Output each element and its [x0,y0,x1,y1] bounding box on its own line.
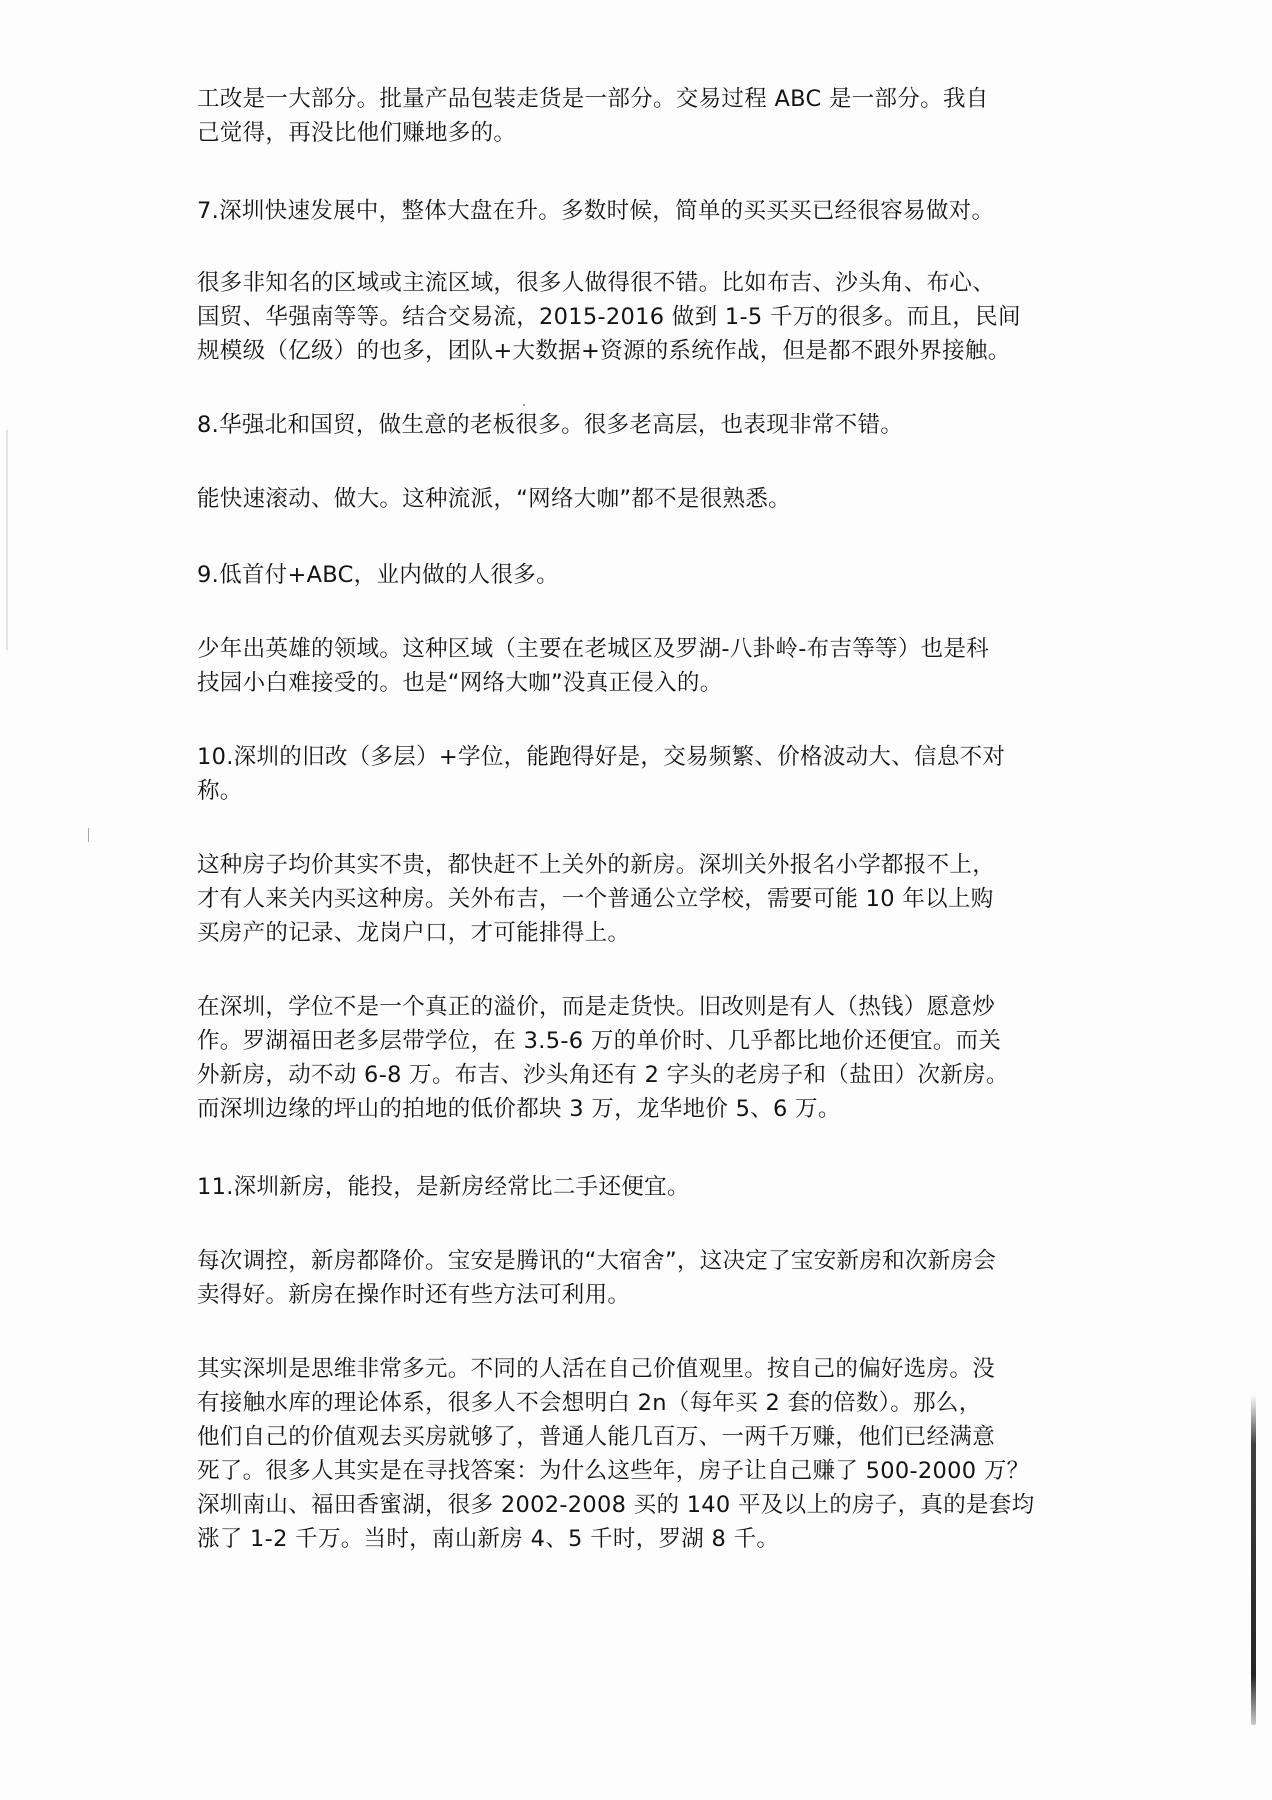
text-line: 能快速滚动、做大。这种流派，“网络大咖”都不是很熟悉。 [197,486,791,512]
paragraph [197,266,1117,368]
scan-speck [88,828,89,842]
text-line: 7.深圳快速发展中，整体大盘在升。多数时候，简单的买买买已经很容易做对。 [197,198,995,224]
text-line: 死了。很多人其实是在寻找答案：为什么这些年，房子让自己赚了 500-2000 万？ [197,1458,1030,1484]
paragraph [197,194,1117,228]
scan-edge-mark-right [1251,1395,1256,1725]
scan-shadow-left [6,430,8,650]
paragraph [197,482,1117,516]
paragraph [197,408,1117,442]
text-line: 己觉得，再没比他们赚地多的。 [197,120,517,146]
text-line: 规模级（亿级）的也多，团队+大数据+资源的系统作战，但是都不跟外界接触。 [197,338,1011,364]
text-line: 8.华强北和国贸，做生意的老板很多。很多老高层，也表现非常不错。 [197,412,904,438]
text-line: 其实深圳是思维非常多元。不同的人活在自己价值观里。按自己的偏好选房。没 [197,1356,996,1382]
text-line: 称。 [197,778,243,804]
paragraph [197,558,1117,592]
text-line: 工改是一大部分。批量产品包装走货是一部分。交易过程 ABC 是一部分。我自 [197,86,989,112]
text-line: 作。罗湖福田老多层带学位，在 3.5-6 万的单价时、几乎都比地价还便宜。而关 [197,1028,1002,1054]
text-line: 10.深圳的旧改（多层）+学位，能跑得好是，交易频繁、价格波动大、信息不对 [197,744,1006,770]
document-body [197,82,1117,1556]
text-line: 每次调控，新房都降价。宝安是腾讯的“大宿舍”，这决定了宝安新房和次新房会 [197,1248,997,1274]
text-line: 卖得好。新房在操作时还有些方法可利用。 [197,1282,631,1308]
paragraph [197,82,1117,150]
text-line: 他们自己的价值观去买房就够了，普通人能几百万、一两千万赚，他们已经满意 [197,1424,996,1450]
text-line: 在深圳，学位不是一个真正的溢价，而是走货快。旧改则是有人（热钱）愿意炒 [197,994,996,1020]
paragraph [197,740,1117,808]
text-line: 才有人来关内买这种房。关外布吉，一个普通公立学校，需要可能 10 年以上购 [197,886,994,912]
text-line: 外新房，动不动 6-8 万。布吉、沙头角还有 2 字头的老房子和（盐田）次新房。 [197,1062,1009,1088]
text-line: 9.低首付+ABC，业内做的人很多。 [197,562,559,588]
paragraph [197,1170,1117,1204]
text-line: 11.深圳新房，能投，是新房经常比二手还便宜。 [197,1174,690,1200]
text-line: 买房产的记录、龙岗户口，才可能排得上。 [197,920,631,946]
text-line: 这种房子均价其实不贵，都快赶不上关外的新房。深圳关外报名小学都报不上， [197,852,996,878]
text-line: 深圳南山、福田香蜜湖，很多 2002-2008 买的 140 平及以上的房子，真的是套均 [197,1492,1035,1518]
text-line: 技园小白难接受的。也是“网络大咖”没真正侵入的。 [197,670,723,696]
paragraph [197,1244,1117,1312]
text-line: 有接触水库的理论体系，很多人不会想明白 2n（每年买 2 套的倍数）。那么， [197,1390,982,1416]
text-line: 很多非知名的区域或主流区域，很多人做得很不错。比如布吉、沙头角、布心、 [197,270,996,296]
text-line: 而深圳边缘的坪山的拍地的低价都块 3 万，龙华地价 5、6 万。 [197,1096,841,1122]
text-line: 少年出英雄的领域。这种区域（主要在老城区及罗湖-八卦岭-布吉等等）也是科 [197,636,990,662]
paragraph [197,1352,1117,1556]
paragraph [197,632,1117,700]
paragraph [197,848,1117,950]
text-line: 涨了 1-2 千万。当时，南山新房 4、5 千时，罗湖 8 千。 [197,1526,780,1552]
text-line: 国贸、华强南等等。结合交易流，2015-2016 做到 1-5 千万的很多。而且，民间 [197,304,1021,330]
paragraph [197,990,1117,1126]
